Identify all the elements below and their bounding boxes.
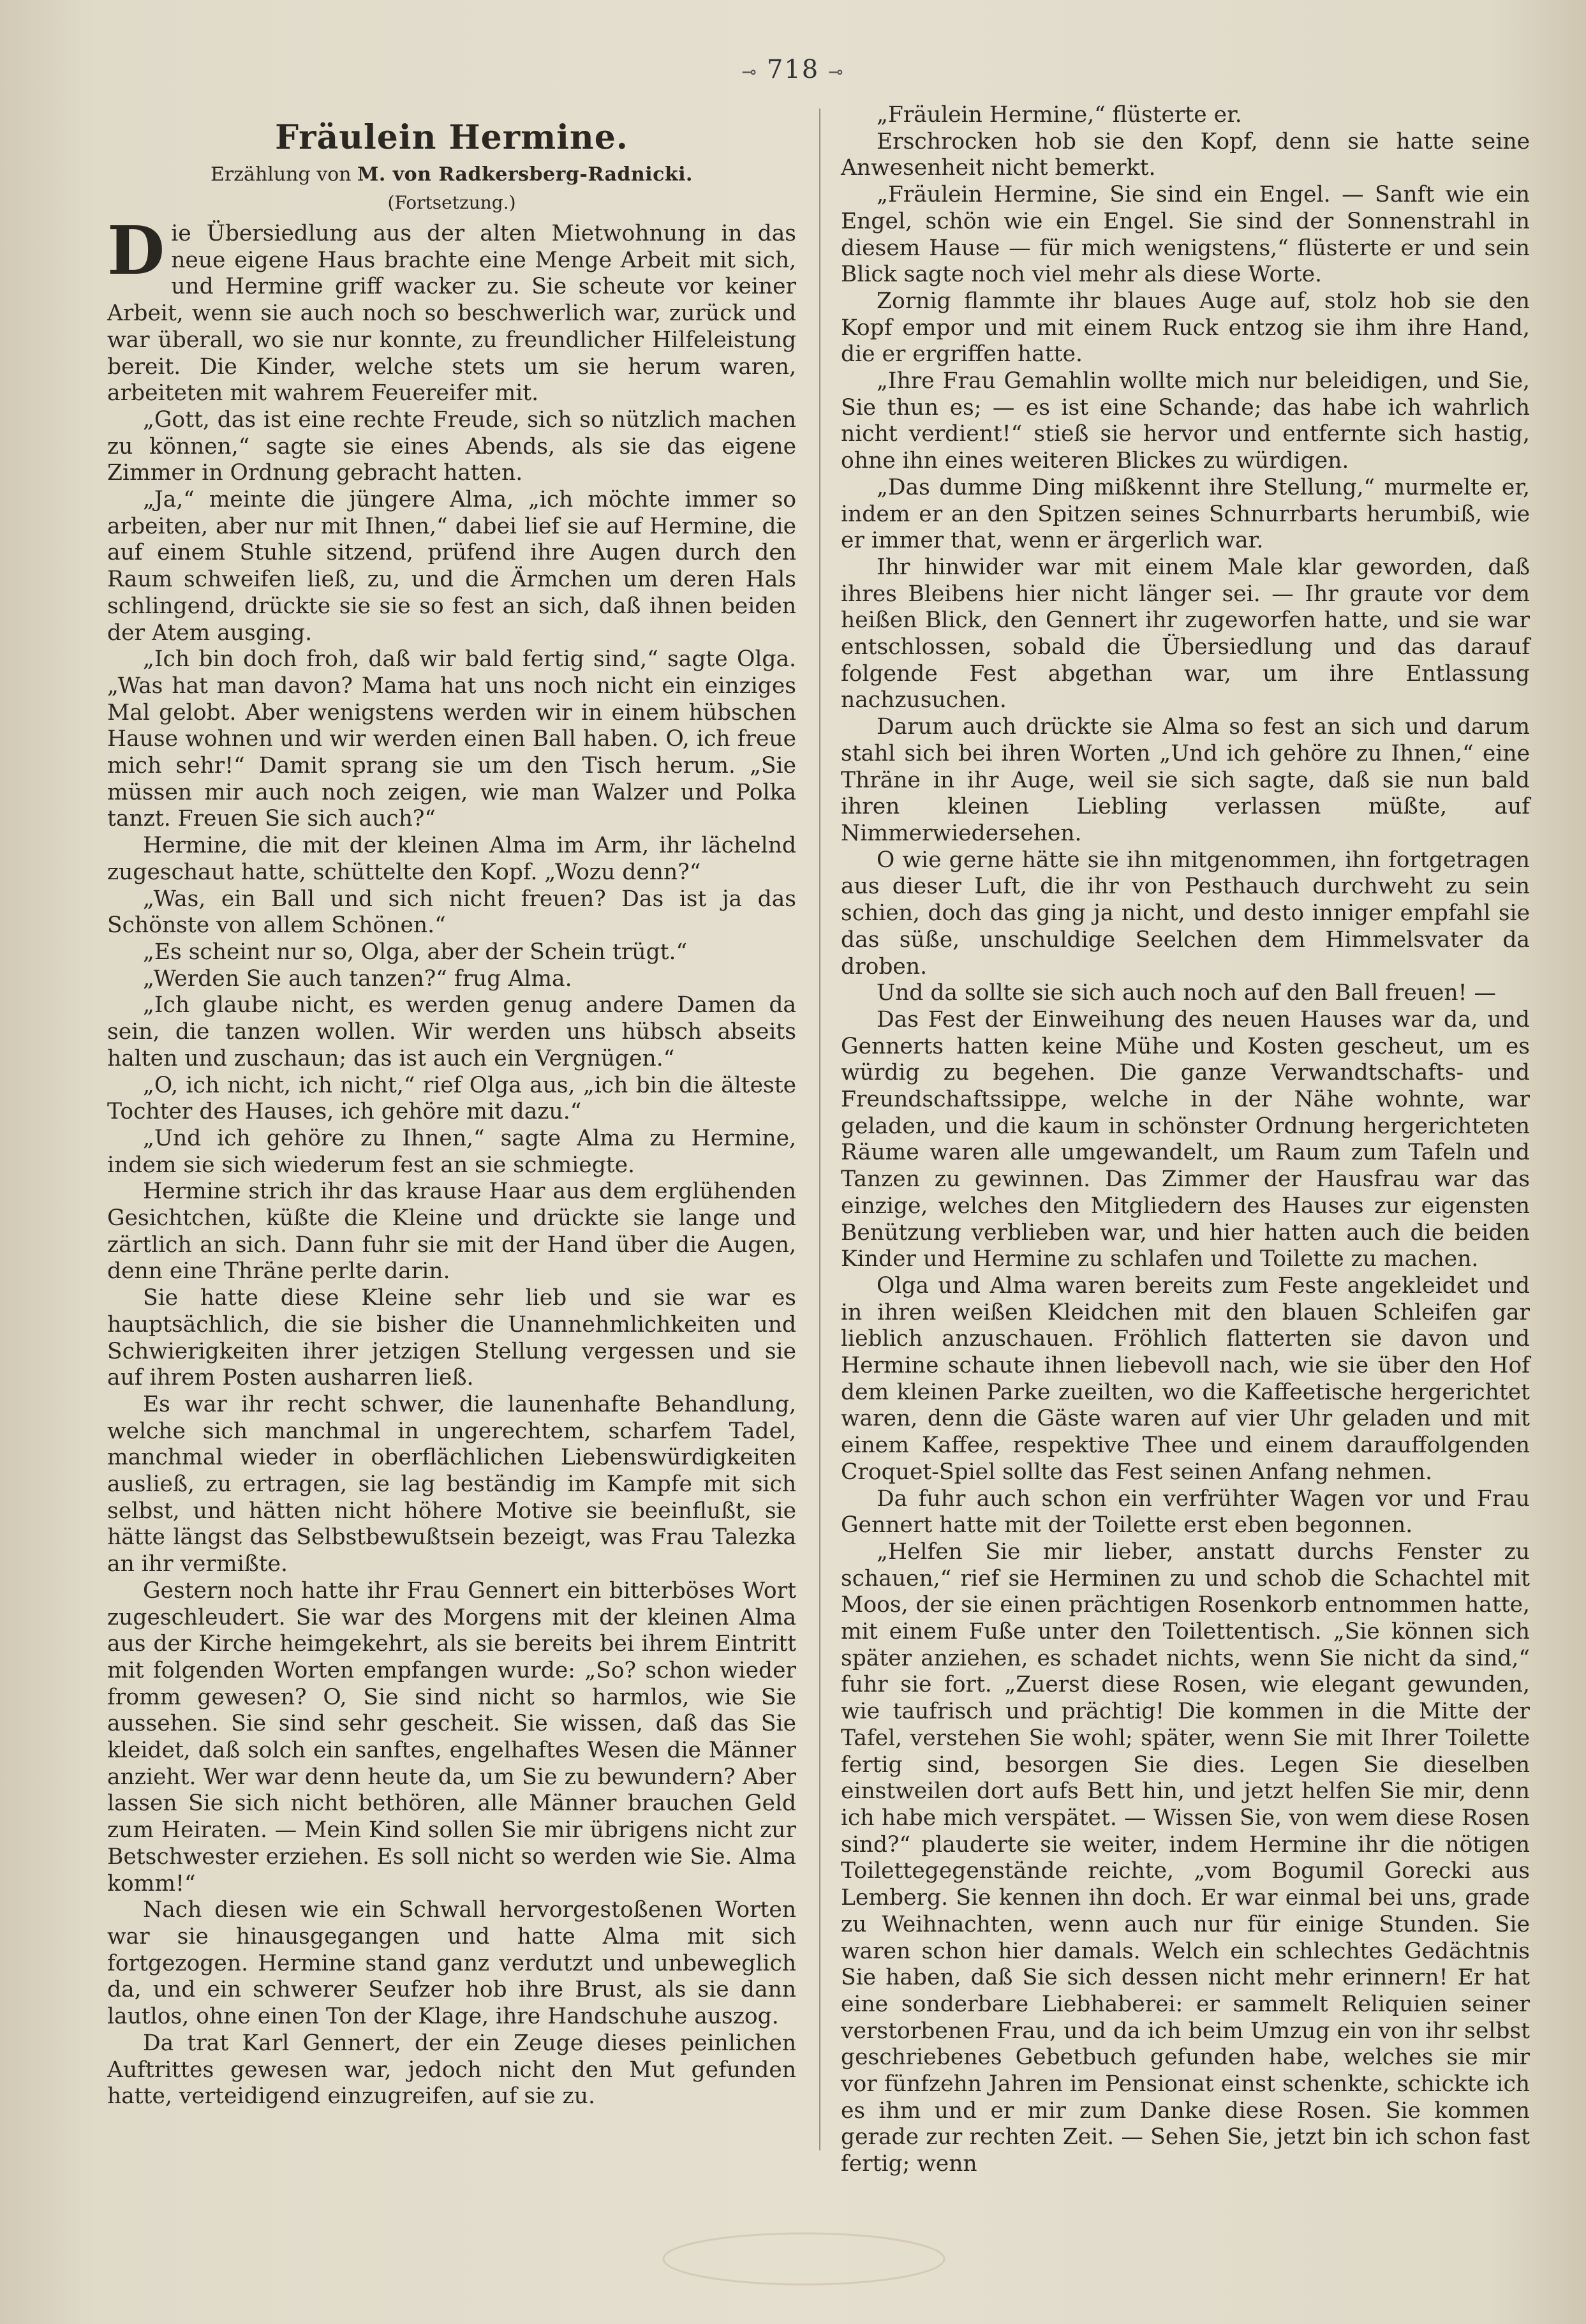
paragraph: „Werden Sie auch tanzen?“ frug Alma. (143, 965, 572, 992)
paragraph-text: ie Übersiedlung aus der alten Mietwohnung in das neue eigene Haus brachte eine Menge Arbeit mit sich, und Hermine griff wacker zu. Sie scheute vor keiner Arbeit, wenn sie auch noch so beschwerlich war, zurück und war überall, wo sie nur konnte, zu freundlicher Hilfeleistung bereit. Die Kinder, welche stets um sie herum waren, arbeiteten mit wahrem Feuereifer mit. (107, 221, 796, 406)
paragraph: „Und ich gehöre zu Ihnen,“ sagte Alma zu Hermine, indem sie sich wiederum fest an sie schmiegte. (107, 1125, 796, 1178)
paragraph (107, 211, 796, 407)
paragraph: „Ich bin doch froh, daß wir bald fertig sind,“ sagte Olga. „Was hat man davon? Mama hat uns noch nicht ein einziges Mal gelobt. Aber wenigstens werden wir in einem hübschen Hause wohnen und wir werden einen Ball haben. O, ich freue mich sehr!“ Damit sprang sie um den Tisch herum. „Sie müssen mir auch noch zeigen, wie man Walzer und Polka tanzt. Freuen Sie sich auch?“ (107, 646, 796, 832)
paragraph: Ihr hinwider war mit einem Male klar geworden, daß ihres Bleibens hier nicht länger sei. — Ihr graute vor dem heißen Blick, den Gennert ihr zugeworfen hatte, und sie war entschlossen, sobald die Übersiedlung und das darauf folgende Fest abgethan war, um ihre Entlassung nachzusuchen. (841, 554, 1530, 713)
paragraph: Gestern noch hatte ihr Frau Gennert ein bitterböses Wort zugeschleudert. Sie war des Morgens mit der kleinen Alma aus der Kirche heimgekehrt, als sie bereits bei ihrem Eintritt mit folgenden Worten empfangen wurde: „So? schon wieder fromm gewesen? O, Sie sind nicht so harmlos, wie Sie aussehen. Sie sind sehr gescheit. Sie wissen, daß das Sie kleidet, daß solch ein sanftes, engelhaftes Wesen die Männer anzieht. Wer war denn heute da, um Sie zu bewundern? Aber lassen Sie sich nicht bethören, alle Männer brauchen Geld zum Heiraten. — Mein Kind sollen Sie mir übrigens nicht zur Betschwester erziehen. Es soll nicht so werden wie Sie. Alma komm!“ (107, 1577, 796, 1896)
paragraph: „Ich glaube nicht, es werden genug andere Damen da sein, die tanzen wollen. Wir werden uns hübsch abseits halten und zuschaun; das ist auch ein Vergnügen.“ (107, 992, 796, 1071)
paragraph: Hermine strich ihr das krause Haar aus dem erglühenden Gesichtchen, küßte die Kleine und drückte sie lange und zärtlich an sich. Dann fuhr sie mit der Hand über die Augen, denn eine Thräne perlte darin. (107, 1179, 796, 1285)
right-column (841, 102, 1530, 2177)
folio-ornament-right: ⊸ (828, 61, 845, 82)
paragraph: Olga und Alma waren bereits zum Feste angekleidet und in ihren weißen Kleidchen mit den blauen Schleifen gar lieblich anzuschauen. Fröhlich flatterten sie davon und Hermine schaute ihnen liebevoll nach, wie sie über den Hof dem kleinen Parke zueilten, wo die Kaffeetische hergerichtet waren, denn die Gäste waren auf vier Uhr geladen und mit einem Kaffee, respektive Thee und einem darauffolgenden Croquet-Spiel sollte das Fest seinen Anfang nehmen. (841, 1272, 1530, 1485)
paragraph: Da trat Karl Gennert, der ein Zeuge dieses peinlichen Auftrittes gewesen war, jedoch nicht den Mut gefunden hatte, verteidigend einzugreifen, auf sie zu. (107, 2030, 796, 2110)
paragraph: „Fräulein Hermine, Sie sind ein Engel. — Sanft wie ein Engel, schön wie ein Engel. Sie sind der Sonnenstrahl in diesem Hause — für mich wenigstens,“ flüsterte er und sein Blick sagte noch viel mehr als diese Worte. (841, 182, 1530, 288)
paragraph: Nach diesen wie ein Schwall hervorgestoßenen Worten war sie hinausgegangen und hatte Alma mit sich fortgezogen. Hermine stand ganz verdutzt und unbeweglich da, und ein schwerer Seufzer hob ihre Brust, als sie dann lautlos, ohne einen Ton der Klage, ihre Handschuhe auszog. (107, 1897, 796, 2030)
paragraph: „Ihre Frau Gemahlin wollte mich nur beleidigen, und Sie, Sie thun es; — es ist eine Schande; das habe ich wahrlich nicht verdient!“ stieß sie hervor und entfernte sich hastig, ohne ihn eines weiteren Blickes zu würdigen. (841, 368, 1530, 474)
byline-prefix: Erzählung von (211, 163, 352, 186)
left-column (107, 102, 796, 2163)
paragraph: „Das dumme Ding mißkennt ihre Stellung,“ murmelte er, indem er an den Spitzen seines Schnurrbarts herumbiß, wie er immer that, wenn er ärgerlich war. (841, 474, 1530, 554)
paragraph: Darum auch drückte sie Alma so fest an sich und darum stahl sich bei ihren Worten „Und ich gehöre zu Ihnen,“ eine Thräne in ihr Auge, weil sie sich sagte, daß sie nun bald ihren kleinen Liebling verlassen müßte, auf Nimmerwiedersehen. (841, 714, 1530, 846)
paragraph: „O, ich nicht, ich nicht,“ rief Olga aus, „ich bin die älteste Tochter des Hauses, ich gehöre mit dazu.“ (107, 1072, 796, 1125)
paragraph: Es war ihr recht schwer, die launenhafte Behandlung, welche sich manchmal in ungerechtem, scharfem Tadel, manchmal wieder in oberflächlichen Liebenswürdigkeiten ausließ, zu ertragen, sie lag beständig im Kampfe mit sich selbst, und hätten nicht höhere Motive sie beeinflußt, sie hätte längst das Selbstbewußtsein bezeigt, was Frau Talezka an ihr vermißte. (107, 1391, 796, 1577)
paragraph: „Fräulein Hermine,“ flüsterte er. (877, 102, 1242, 128)
article-title: Fräulein Hermine. (275, 118, 628, 157)
paragraph: O wie gerne hätte sie ihn mitgenommen, ihn fortgetragen aus dieser Luft, die ihr von Pesthauch durchweht zu sein schien, doch das ging ja nicht, und desto inniger empfahl sie das süße, unschuldige Seelchen dem Himmelsvater da droben. (841, 847, 1530, 980)
column-rule (819, 108, 820, 2150)
paragraph: „Ja,“ meinte die jüngere Alma, „ich möchte immer so arbeiten, aber nur mit Ihnen,“ dabei lief sie auf Hermine, die auf einem Stuhle sitzend, prüfend ihre Augen durch den Raum schweifen ließ, zu, und die Ärmchen um deren Hals schlingend, drückte sie sie so fest an sich, daß ihnen beiden der Atem ausging. (107, 487, 796, 646)
page-number: 718 (766, 55, 820, 84)
author-name: M. von Radkersberg-Radnicki. (357, 163, 693, 186)
paragraph: Erschrocken hob sie den Kopf, denn sie hatte seine Anwesenheit nicht bemerkt. (841, 128, 1530, 181)
paragraph: „Helfen Sie mir lieber, anstatt durchs Fenster zu schauen,“ rief sie Herminen zu und schob die Schachtel mit Moos, der sie einen prächtigen Rosenkorb entnommen hatte, mit einem Fuße unter den Toilettentisch. „Sie können sich später anziehen, es schadet nichts, wenn Sie nicht da sind,“ fuhr sie fort. „Zuerst diese Rosen, wie elegant gewunden, wie taufrisch und prächtig! Die kommen in die Mitte der Tafel, verstehen Sie wohl; später, wenn Sie mit Ihrer Toilette fertig sind, besorgen Sie dies. Legen Sie dieselben einstweilen dort aufs Bett hin, und jetzt helfen Sie mir, denn ich habe mich verspätet. — Wissen Sie, von wem diese Rosen sind?“ plauderte sie weiter, indem Hermine ihr die nötigen Toilettegegenstände reichte, „vom Bogumil Gorecki aus Lemberg. Sie kennen ihn doch. Er war einmal bei uns, grade zu Weihnachten, wenn auch nur für einige Stunden. Sie waren schon hier damals. Welch ein schlechtes Gedächtnis Sie haben, daß Sie sich dessen nicht mehr erinnern! Er hat eine sonderbare Liebhaberei: er sammelt Reliquien seiner verstorbenen Frau, und da ich beim Umzug ein von ihr selbst geschriebenes Gebetbuch gefunden habe, welches sie mir vor fünfzehn Jahren im Pensionat einst schenkte, schickte ich es ihm und er mir zum Danke diese Rosen. Sie kommen gerade zur rechten Zeit. — Sehen Sie, jetzt bin ich schon fast fertig; wenn (841, 1538, 1530, 2177)
paragraph: Zornig flammte ihr blaues Auge auf, stolz hob sie den Kopf empor und mit einem Ruck entzog sie ihm ihre Hand, die er ergriffen hatte. (841, 288, 1530, 368)
paragraph: „Es scheint nur so, Olga, aber der Schein trügt.“ (143, 939, 688, 965)
drop-cap: D (107, 211, 165, 290)
article-byline (107, 162, 796, 188)
paragraph: „Gott, das ist eine rechte Freude, sich so nützlich machen zu können,“ sagte sie eines Abends, als sie das eigene Zimmer in Ordnung gebracht hatten. (107, 406, 796, 486)
continuation-note: (Fortsetzung.) (387, 192, 516, 213)
paragraph: „Was, ein Ball und sich nicht freuen? Das ist ja das Schönste von allem Schönen.“ (107, 886, 796, 939)
paragraph: Sie hatte diese Kleine sehr lieb und sie war es hauptsächlich, die sie bisher die Unannehmlichkeiten und Schwierigkeiten ihrer jetzigen Stellung vergessen und sie auf ihrem Posten ausharren ließ. (107, 1285, 796, 1391)
paragraph: Das Fest der Einweihung des neuen Hauses war da, und Gennerts hatten keine Mühe und Kosten gescheut, um es würdig zu begehen. Die ganze Verwandtschafts- und Freundschaftssippe, welche in der Nähe wohnte, war geladen, und die kaum in schönster Ordnung hergerichteten Räume waren alle umgewandelt, um Raum zum Tafeln und Tanzen zu gewinnen. Das Zimmer der Hausfrau war das einzige, welches den Mitgliedern des Hauses zur eigensten Benützung verblieben war, und hier hatten auch die beiden Kinder und Hermine zu schlafen und Toilette zu machen. (841, 1006, 1530, 1272)
paragraph: Da fuhr auch schon ein verfrühter Wagen vor und Frau Gennert hatte mit der Toilette erst eben begonnen. (841, 1486, 1530, 1538)
page-folio (0, 55, 1586, 84)
paragraph: Und da sollte sie sich auch noch auf den Ball freuen! — (877, 980, 1496, 1006)
folio-ornament-left: ⊸ (741, 61, 758, 82)
library-stamp-icon (102, 2221, 1480, 2297)
paragraph: Hermine, die mit der kleinen Alma im Arm, ihr lächelnd zugeschaut hatte, schüttelte den Kopf. „Wozu denn?“ (107, 833, 796, 885)
